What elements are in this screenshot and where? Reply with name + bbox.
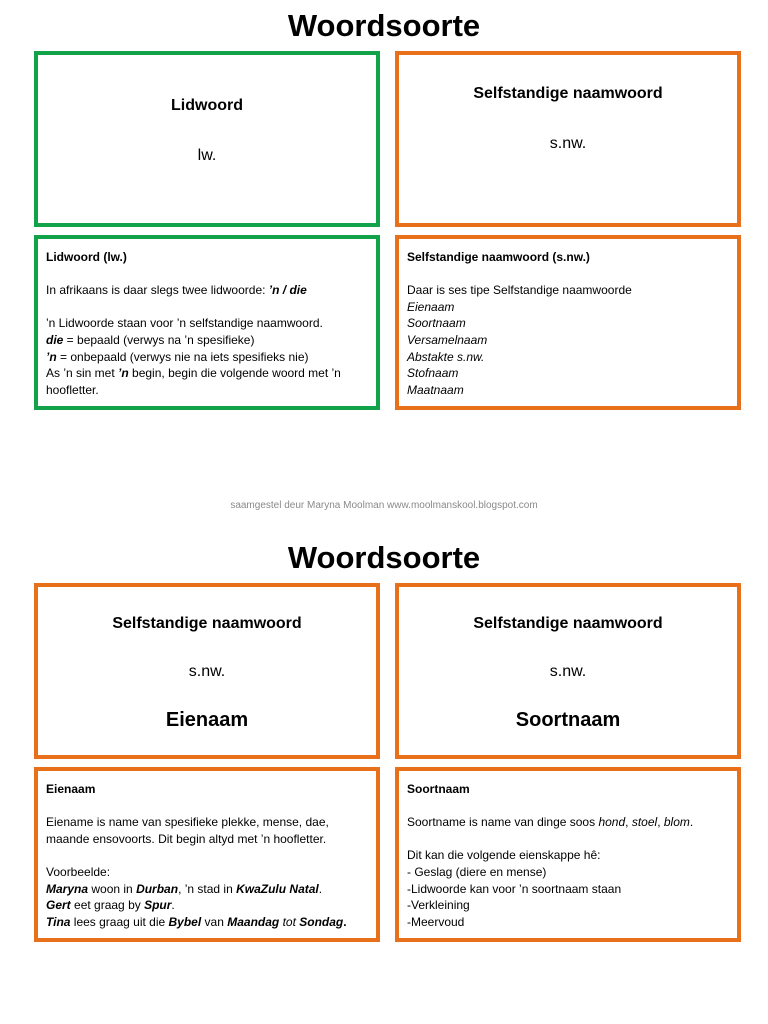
list-item: Soortnaam	[407, 316, 466, 331]
lidwoord-back-card	[34, 235, 380, 410]
example-line: Gert eet graag by Spur.	[46, 898, 175, 913]
card-text-line: Dit kan die volgende eienskappe hê:	[407, 848, 601, 863]
card-heading: Lidwoord (lw.)	[46, 250, 127, 264]
list-item: -Verkleining	[407, 898, 470, 913]
card-heading: Lidwoord	[171, 97, 243, 114]
example-line: Maryna woon in Durban, ’n stad in KwaZulu Natal.	[46, 881, 323, 896]
card-term: Soortnaam	[515, 709, 621, 731]
soortnaam-front-card	[395, 583, 741, 759]
list-item: Maatnaam	[407, 382, 464, 397]
page-title: Woordsoorte	[287, 540, 481, 575]
card-text-line: Voorbeelde:	[46, 864, 111, 879]
card-abbreviation: lw.	[197, 147, 217, 164]
card-heading: Selfstandige naamwoord	[473, 85, 663, 102]
card-text-line: Daar is ses tipe Selfstandige naamwoorde	[407, 283, 632, 298]
card-text-line: ’n Lidwoorde staan voor ’n selfstandige naamwoord.	[46, 316, 323, 331]
snw-back-card	[395, 235, 741, 410]
list-item: Stofnaam	[407, 366, 459, 381]
card-heading: Selfstandige naamwoord (s.nw.)	[407, 250, 590, 264]
eienaam-front-card	[34, 583, 380, 759]
soortnaam-back-card	[395, 767, 741, 942]
snw-front-card	[395, 51, 741, 227]
list-item: Abstakte s.nw.	[407, 349, 485, 364]
page-title: Woordsoorte	[287, 8, 481, 43]
list-item: - Geslag (diere en mense)	[407, 864, 547, 879]
credit-line: saamgestel deur Maryna Moolman www.moolmanskool.blogspot.com	[230, 500, 538, 511]
list-item: Versamelnaam	[407, 332, 488, 347]
card-heading: Eienaam	[46, 782, 96, 796]
card-text-line: Soortname is name van dinge soos hond, stoel, blom.	[407, 815, 694, 830]
eienaam-back-card	[34, 767, 380, 942]
card-text-line: die = bepaald (verwys na ’n spesifieke)	[46, 332, 255, 347]
card-heading: Selfstandige naamwoord	[112, 615, 302, 632]
card-abbreviation: s.nw.	[549, 663, 587, 680]
list-item: -Lidwoorde kan voor ’n soortnaam staan	[407, 881, 622, 896]
list-item: -Meervoud	[407, 914, 465, 929]
card-text-line: As ’n sin met ’n begin, begin die volgende woord met ’n hoofletter.	[46, 366, 341, 397]
lidwoord-front-card	[34, 51, 380, 227]
card-text-line: In afrikaans is daar slegs twee lidwoorde: ’n / die	[46, 283, 307, 298]
card-abbreviation: s.nw.	[188, 663, 226, 680]
card-term: Eienaam	[165, 709, 249, 731]
card-abbreviation: s.nw.	[549, 135, 587, 152]
card-heading: Selfstandige naamwoord	[473, 615, 663, 632]
example-line: Tina lees graag uit die Bybel van Maandag tot Sondag.	[46, 914, 347, 929]
card-heading: Soortnaam	[407, 782, 470, 796]
card-text-line: ’n = onbepaald (verwys nie na iets spesifieks nie)	[46, 349, 309, 364]
list-item: Eienaam	[407, 299, 455, 314]
card-text-line: Eiename is name van spesifieke plekke, mense, dae, maande ensovoorts. Dit begin altyd met ’n hoofletter.	[46, 815, 329, 846]
